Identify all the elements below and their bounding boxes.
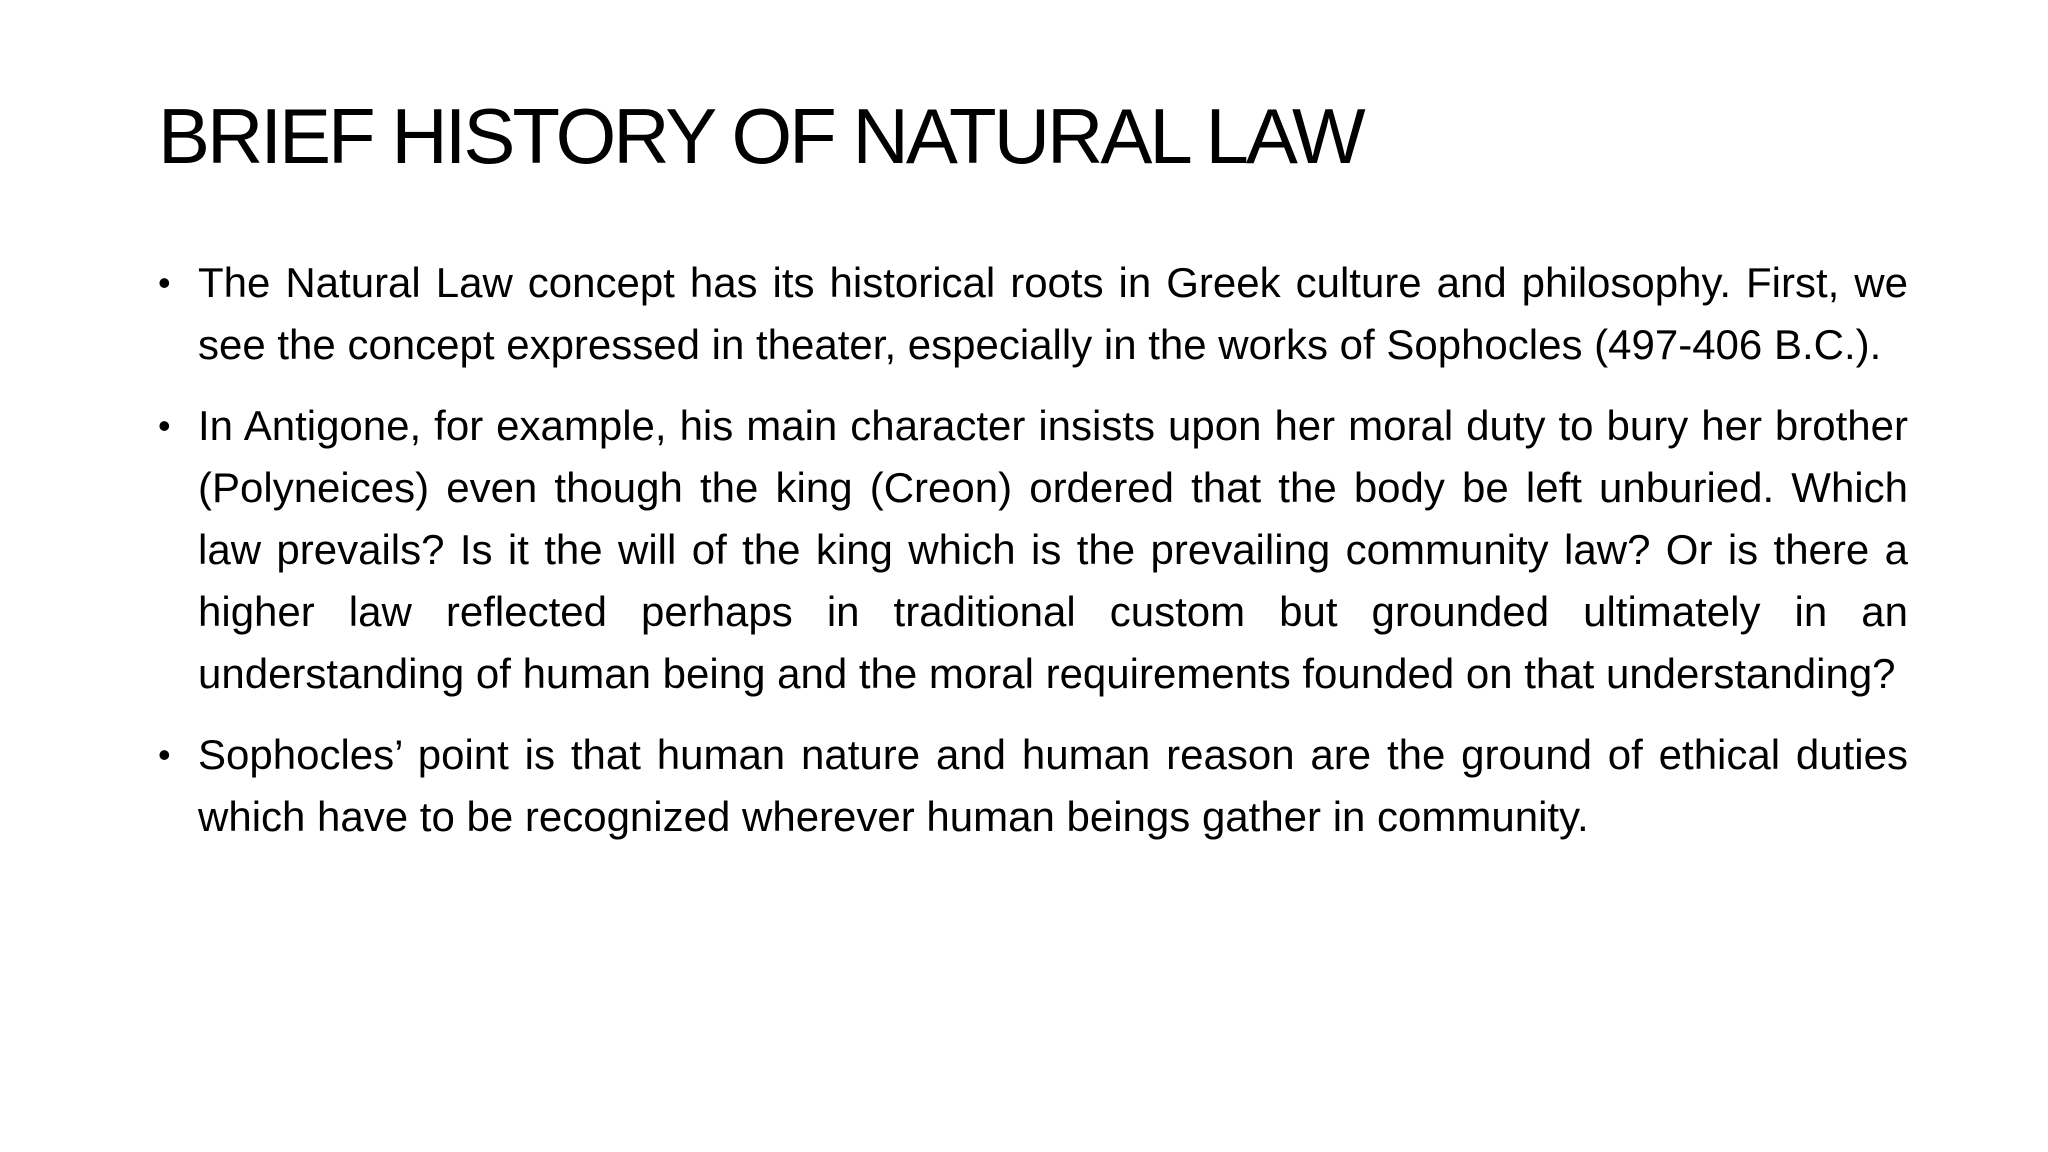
bullet-text: In Antigone, for example, his main character insists upon her moral duty to bury her brother (Polyneices) even though the king (Creon) ordered that the body be left unburied. Which law prevails? Is it the will of the king which is the prevailing community law? Or is there a higher law reflected perhaps in traditional custom but grounded ultimately in an understanding of human being and the moral requirements founded on that understanding? <box>198 402 1908 697</box>
bullet-item <box>158 395 1908 705</box>
bullet-icon: • <box>158 734 171 775</box>
bullet-icon: • <box>158 405 171 446</box>
bullet-list <box>158 252 1908 867</box>
bullet-item <box>158 252 1908 376</box>
bullet-text: Sophocles’ point is that human nature and human reason are the ground of ethical duties which have to be recognized wherever human beings gather in community. <box>198 731 1908 840</box>
bullet-text: The Natural Law concept has its historical roots in Greek culture and philosophy. First, we see the concept expressed in theater, especially in the works of Sophocles (497-406 B.C.). <box>198 259 1908 368</box>
bullet-item <box>158 724 1908 848</box>
slide-title: BRIEF HISTORY OF NATURAL LAW <box>158 92 1363 180</box>
bullet-icon: • <box>158 262 171 303</box>
